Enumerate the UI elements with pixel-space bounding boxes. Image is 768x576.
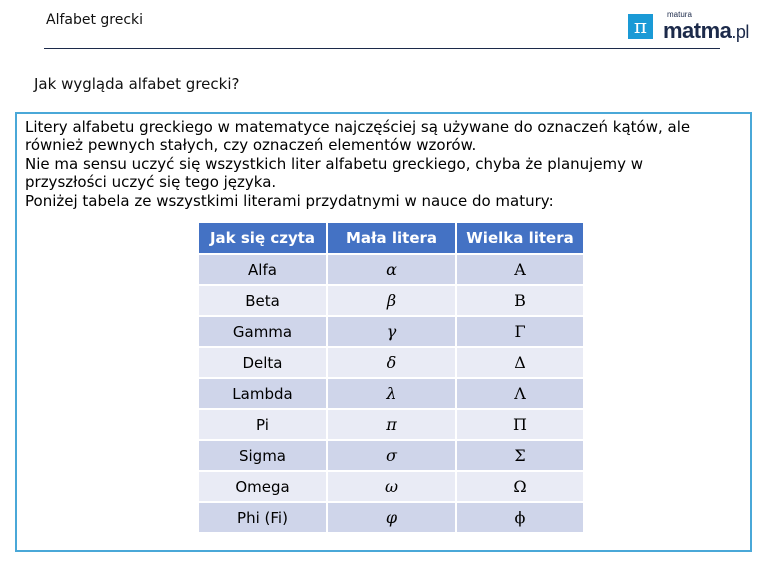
paragraph-line: Nie ma sensu uczyć się wszystkich liter alfabetu greckiego, chyba że planujemy w <box>25 154 644 173</box>
table-row <box>199 440 583 471</box>
lowercase-letter: σ <box>327 440 456 471</box>
uppercase-letter: Α <box>456 254 583 285</box>
header-reading: Jak się czyta <box>199 223 327 254</box>
letter-name: Phi (Fi) <box>199 502 327 532</box>
question-heading: Jak wygląda alfabet grecki? <box>34 75 240 93</box>
table-row <box>199 378 583 409</box>
paragraph-line: również pewnych stałych, czy oznaczeń elementów wzorów. <box>25 136 477 155</box>
lowercase-letter: φ <box>327 502 456 532</box>
letter-name: Gamma <box>199 316 327 347</box>
uppercase-letter: Ω <box>456 471 583 502</box>
uppercase-letter: Σ <box>456 440 583 471</box>
letter-name: Omega <box>199 471 327 502</box>
letter-name: Lambda <box>199 378 327 409</box>
slide-title: Alfabet grecki <box>46 12 144 28</box>
uppercase-letter: Λ <box>456 378 583 409</box>
lowercase-letter: δ <box>327 347 456 378</box>
table-row <box>199 347 583 378</box>
header-lowercase: Mała litera <box>327 223 456 254</box>
lowercase-letter: α <box>327 254 456 285</box>
content-box <box>15 112 752 552</box>
table-row <box>199 471 583 502</box>
paragraph-line: Poniżej tabela ze wszystkimi literami przydatnymi w nauce do matury: <box>25 191 554 210</box>
table-row <box>199 502 583 532</box>
paragraph-line: Litery alfabetu greckiego w matematyce najczęściej są używane do oznaczeń kątów, ale <box>25 118 691 136</box>
logo-main-text <box>663 18 749 44</box>
intro-paragraph <box>25 118 740 210</box>
letter-name: Alfa <box>199 254 327 285</box>
header-divider <box>44 48 720 49</box>
lowercase-letter: π <box>327 409 456 440</box>
pi-icon: π <box>628 14 653 39</box>
letter-name: Pi <box>199 409 327 440</box>
letter-name: Delta <box>199 347 327 378</box>
greek-alphabet-table <box>199 223 583 532</box>
paragraph-line: przyszłości uczyć się tego języka. <box>25 173 277 192</box>
table-row <box>199 316 583 347</box>
table-header-row <box>199 223 583 254</box>
letter-name: Sigma <box>199 440 327 471</box>
lowercase-letter: ω <box>327 471 456 502</box>
letter-name: Beta <box>199 285 327 316</box>
lowercase-letter: γ <box>327 316 456 347</box>
uppercase-letter: Δ <box>456 347 583 378</box>
uppercase-letter: ϕ <box>456 502 583 532</box>
uppercase-letter: Γ <box>456 316 583 347</box>
lowercase-letter: λ <box>327 378 456 409</box>
uppercase-letter: Β <box>456 285 583 316</box>
header-uppercase: Wielka litera <box>456 223 583 254</box>
matma-logo <box>628 10 754 46</box>
table-row <box>199 254 583 285</box>
lowercase-letter: β <box>327 285 456 316</box>
table-row <box>199 409 583 440</box>
logo-small-text: matura <box>667 10 692 19</box>
uppercase-letter: Π <box>456 409 583 440</box>
logo-word: matma <box>663 18 732 43</box>
table-row <box>199 285 583 316</box>
logo-suffix: .pl <box>731 22 749 42</box>
